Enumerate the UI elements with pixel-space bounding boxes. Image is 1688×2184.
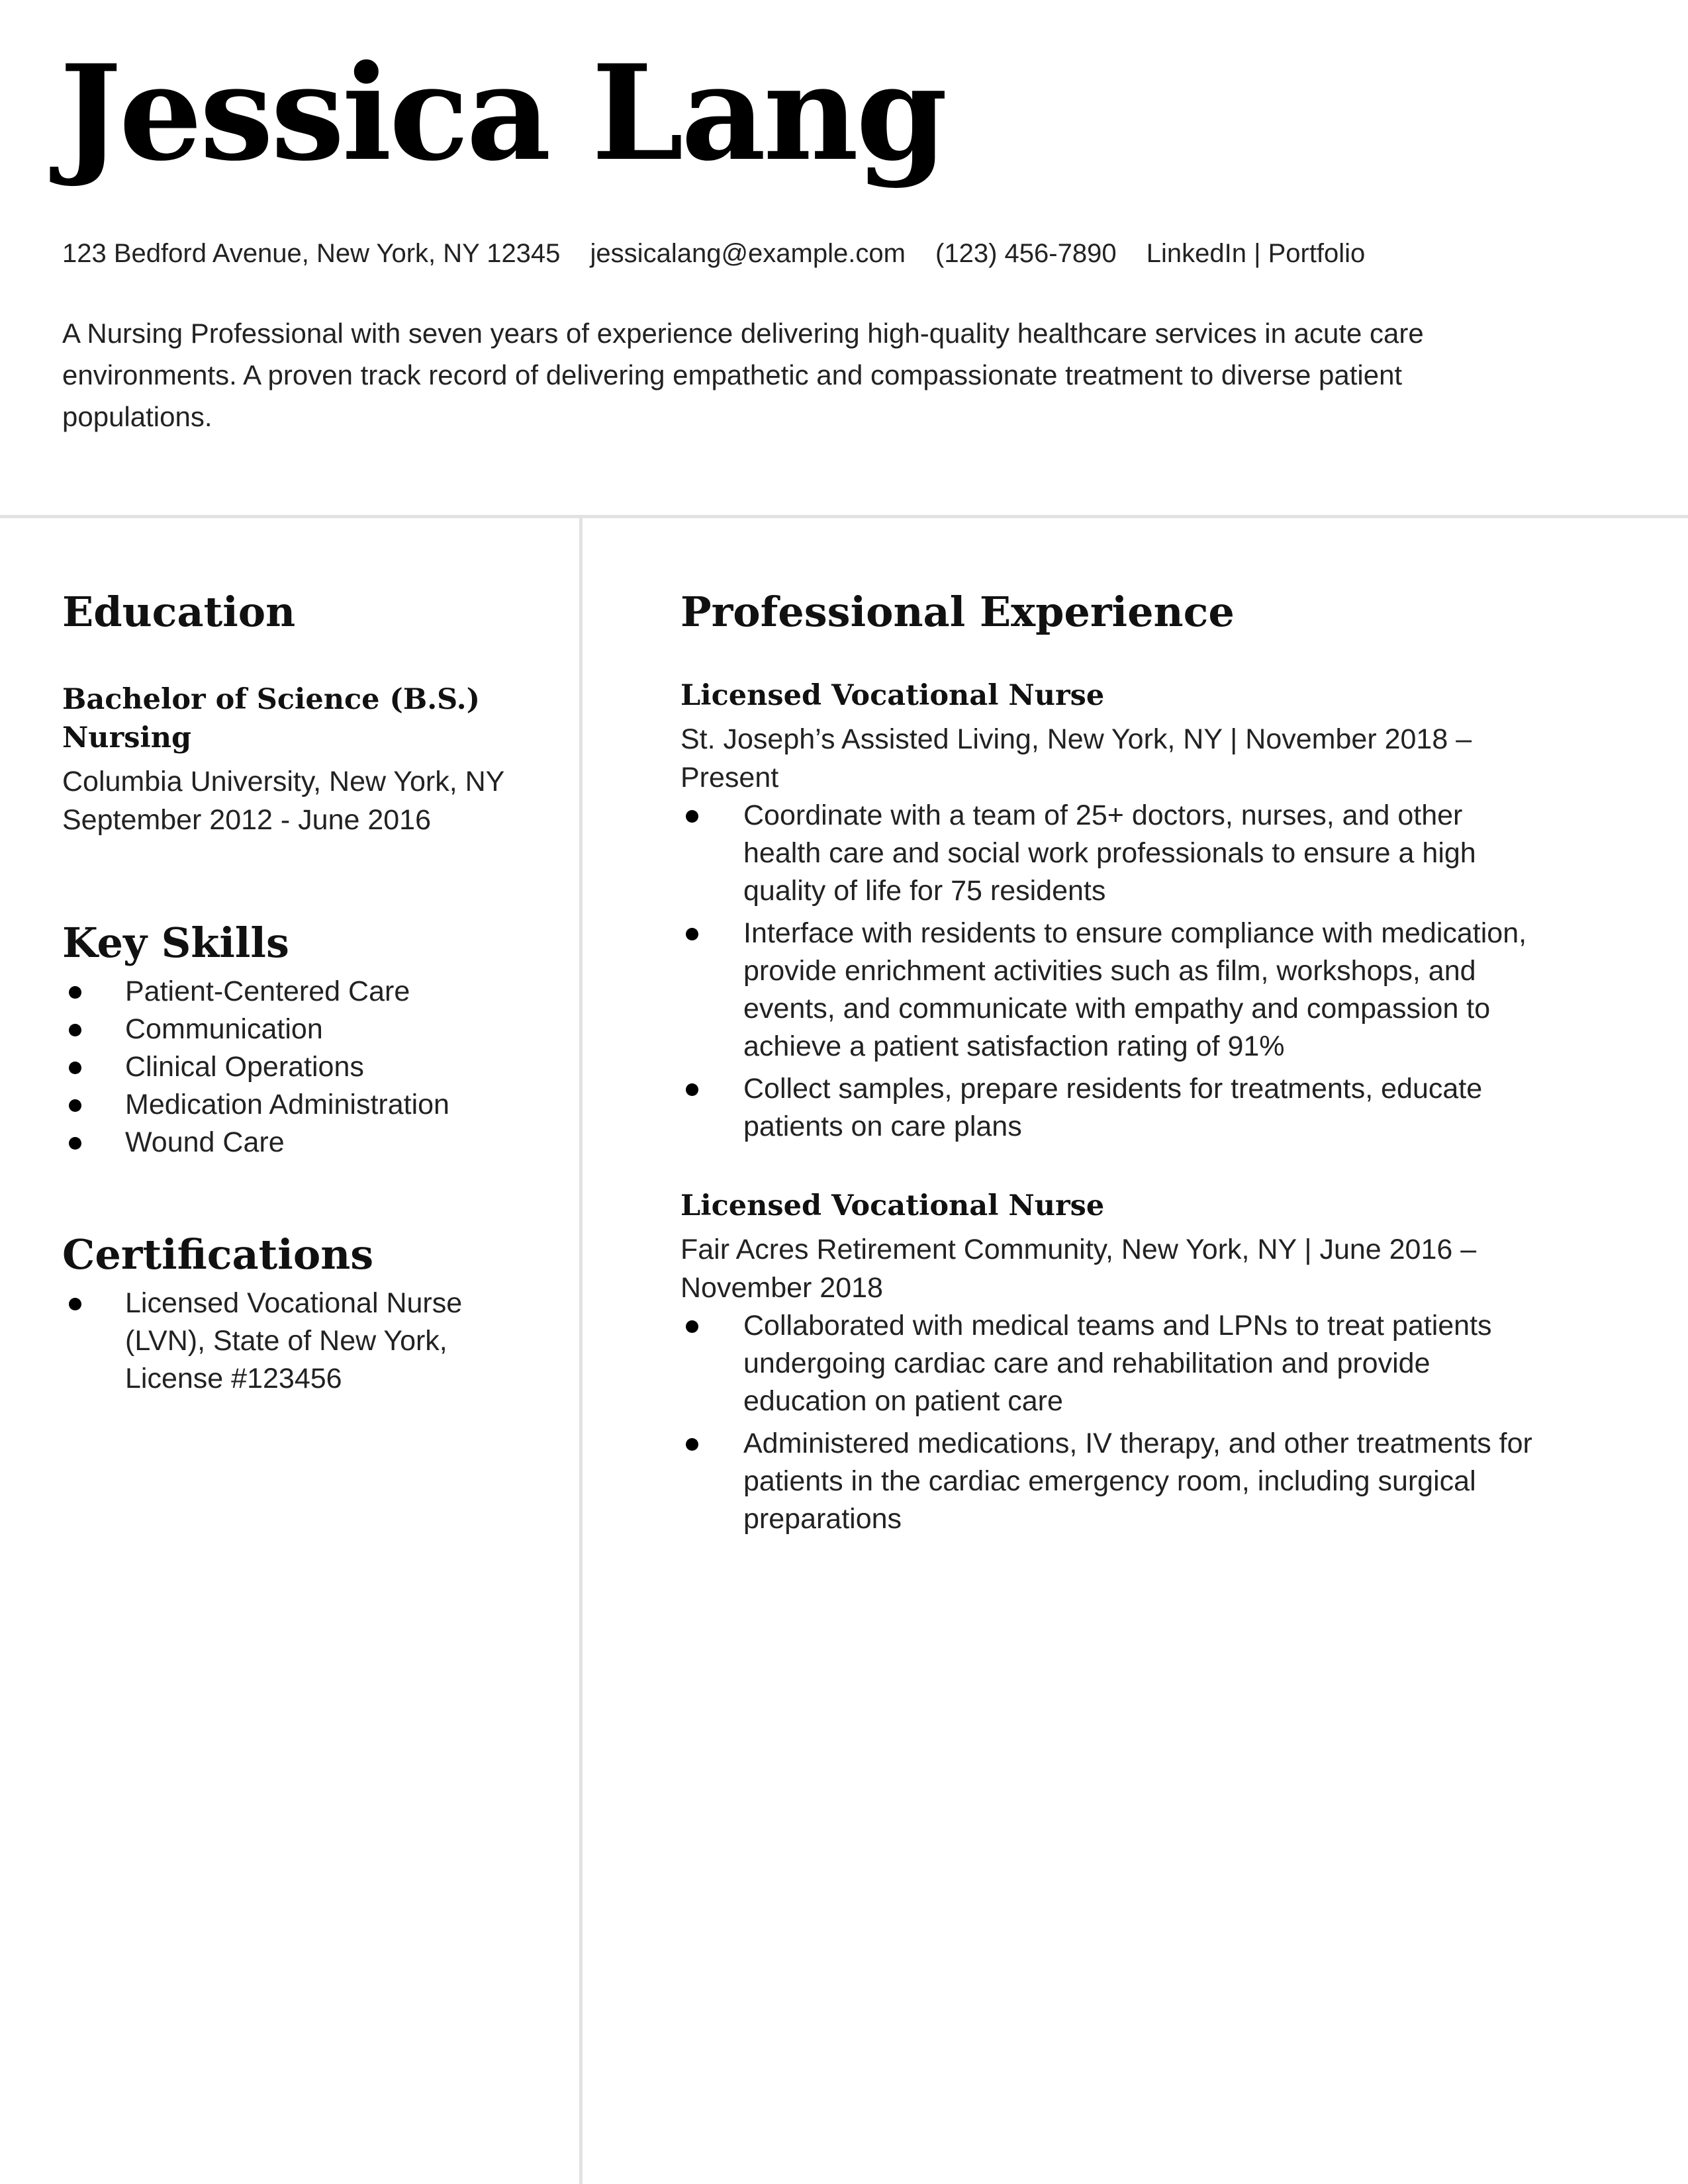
skill-item: Wound Care bbox=[62, 1124, 539, 1161]
school-name: Columbia University, New York, NY bbox=[62, 766, 505, 797]
job-title: Licensed Vocational Nurse bbox=[680, 1189, 1105, 1222]
professional-summary: A Nursing Professional with seven years of experience delivering high-quality healthcare services in acute care environments. A proven track record of delivering empathetic and compassionate treatment to diverse patient populations. bbox=[62, 318, 1424, 432]
skills-heading: Key Skills bbox=[62, 919, 289, 967]
left-column bbox=[62, 582, 539, 1398]
skill-item: Patient-Centered Care bbox=[62, 973, 539, 1011]
education-details bbox=[62, 762, 539, 839]
job-entry bbox=[680, 676, 1554, 1146]
education-section bbox=[62, 582, 539, 839]
skills-section bbox=[62, 913, 539, 1161]
skills-list bbox=[62, 973, 539, 1161]
horizontal-divider bbox=[0, 515, 1688, 518]
job-entry bbox=[680, 1187, 1554, 1538]
certification-item: Licensed Vocational Nurse (LVN), State of New York, License #123456 bbox=[62, 1285, 539, 1398]
skill-item: Clinical Operations bbox=[62, 1048, 539, 1086]
job-employer-dates: St. Joseph’s Assisted Living, New York, NY | November 2018 – Present bbox=[680, 723, 1472, 794]
contact-address: 123 Bedford Avenue, New York, NY 12345 bbox=[62, 239, 561, 268]
job-employer-dates: Fair Acres Retirement Community, New York, NY | June 2016 – November 2018 bbox=[680, 1234, 1477, 1304]
job-bullet: Administered medications, IV therapy, and other treatments for patients in the cardiac emergency room, including surgical preparations bbox=[680, 1425, 1541, 1538]
experience-section bbox=[680, 582, 1554, 1538]
certifications-section bbox=[62, 1225, 539, 1398]
right-column bbox=[680, 582, 1554, 1543]
skill-item: Medication Administration bbox=[62, 1086, 539, 1124]
degree-title bbox=[62, 680, 539, 757]
job-title: Licensed Vocational Nurse bbox=[680, 679, 1105, 712]
contact-email[interactable]: jessicalang@example.com bbox=[590, 239, 906, 268]
contact-phone: (123) 456-7890 bbox=[935, 239, 1117, 268]
job-bullet: Collaborated with medical teams and LPNs to treat patients undergoing cardiac care and rehabilitation and provide education on patient care bbox=[680, 1307, 1541, 1420]
job-bullet: Collect samples, prepare residents for treatments, educate patients on care plans bbox=[680, 1070, 1541, 1146]
education-dates: September 2012 - June 2016 bbox=[62, 804, 432, 836]
education-heading: Education bbox=[62, 588, 296, 636]
degree-major: Nursing bbox=[62, 721, 192, 754]
job-bullet: Interface with residents to ensure compliance with medication, provide enrichment activities such as film, workshops, and events, and communicate with empathy and compassion to achieve a patient satisfaction rating of 91% bbox=[680, 915, 1541, 1066]
certifications-list bbox=[62, 1285, 539, 1398]
column-divider bbox=[579, 515, 583, 2184]
job-bullets bbox=[680, 1307, 1541, 1538]
job-bullets bbox=[680, 797, 1541, 1146]
candidate-name: Jessica Lang bbox=[60, 36, 945, 190]
certifications-heading: Certifications bbox=[62, 1230, 374, 1279]
job-bullet: Coordinate with a team of 25+ doctors, nurses, and other health care and social work professionals to ensure a high quality of life for 75 residents bbox=[680, 797, 1541, 910]
contact-links[interactable]: LinkedIn | Portfolio bbox=[1146, 239, 1366, 268]
skill-item: Communication bbox=[62, 1011, 539, 1048]
contact-line bbox=[62, 237, 1365, 270]
experience-heading: Professional Experience bbox=[680, 588, 1235, 636]
degree-name: Bachelor of Science (B.S.) bbox=[62, 683, 480, 716]
